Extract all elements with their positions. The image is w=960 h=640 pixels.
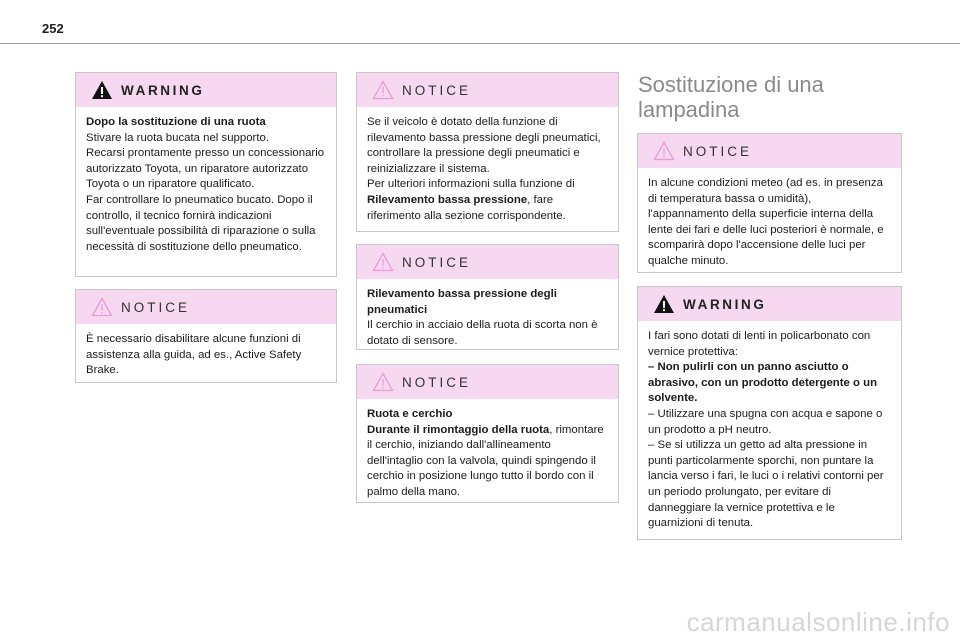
notice-text: È necessario disabilitare alcune funzioni di assistenza alla guida, ad es., Active Safety Brake. bbox=[86, 333, 302, 377]
warning-box-wheel-replacement bbox=[75, 72, 337, 277]
notice-header bbox=[638, 134, 901, 168]
notice-box-tpms bbox=[356, 72, 619, 232]
header-divider bbox=[0, 43, 960, 44]
notice-label: NOTICE bbox=[121, 300, 191, 315]
warning-label: WARNING bbox=[683, 297, 767, 312]
notice-label: NOTICE bbox=[402, 83, 472, 98]
warning-item-bold: – Non pulirli con un panno asciutto o abrasivo, con un prodotto detergente o un solvente. bbox=[648, 361, 878, 405]
warning-body bbox=[638, 321, 901, 540]
notice-label: NOTICE bbox=[402, 255, 472, 270]
notice-icon bbox=[372, 252, 394, 272]
warning-header bbox=[76, 73, 336, 107]
warning-line: Recarsi prontamente presso un concessionario autorizzato Toyota, un riparatore autorizzato Toyota o un riparatore qualificato. bbox=[86, 147, 325, 191]
notice-text: In alcune condizioni meteo (ad es. in presenza di temperatura bassa o umidità), l'appannamento della superficie interna della lente dei fari e delle luci posteriori è normale, e scomparirà dopo l'accensione delle luci per qualche minuto. bbox=[648, 177, 884, 267]
warning-label: WARNING bbox=[121, 83, 205, 98]
notice-label: NOTICE bbox=[683, 144, 753, 159]
notice-icon bbox=[653, 141, 675, 161]
notice-box-driver-assist bbox=[75, 289, 337, 383]
warning-item: – Utilizzare una spugna con acqua e sapone o un prodotto a pH neutro. bbox=[648, 407, 883, 436]
notice-icon bbox=[372, 80, 394, 100]
notice-text: Il cerchio in acciaio della ruota di scorta non è dotato di sensore. bbox=[367, 319, 598, 347]
notice-body bbox=[638, 168, 901, 278]
notice-body bbox=[357, 107, 618, 232]
notice-heading: Rilevamento bassa pressione degli pneumatici bbox=[367, 288, 557, 316]
notice-box-condensation bbox=[637, 133, 902, 273]
notice-box-wheel-rim bbox=[356, 364, 619, 503]
warning-icon bbox=[91, 80, 113, 100]
notice-box-tpms-sensor bbox=[356, 244, 619, 350]
notice-text: Durante il rimontaggio della ruota, rimontare il cerchio, iniziando dall'allineamento dell'intaglio con la valvola, quindi spingendo il cerchio in posizione lungo tutto il bordo con il palmo della mano. bbox=[367, 423, 604, 498]
notice-heading: Ruota e cerchio bbox=[367, 408, 453, 420]
warning-heading: Dopo la sostituzione di una ruota bbox=[86, 116, 266, 128]
notice-body bbox=[76, 324, 336, 387]
watermark: carmanualsonline.info bbox=[686, 607, 950, 637]
notice-header bbox=[357, 73, 618, 107]
notice-text: Se il veicolo è dotato della funzione di rilevamento bassa pressione degli pneumatici, controllare la pressione degli pneumatici e reinizializzare il sistema. bbox=[367, 116, 601, 175]
warning-body bbox=[76, 107, 336, 263]
warning-item: – Se si utilizza un getto ad alta pressione in punti particolarmente sporchi, non puntare la lancia verso i fari, le luci o i relativi contorni per un periodo prolungato, per evitare di danneggiare la vernice protettiva e le guarnizioni di tenuta. bbox=[648, 439, 884, 530]
notice-icon bbox=[372, 372, 394, 392]
notice-body bbox=[357, 399, 618, 509]
warning-line: Far controllare lo pneumatico bucato. Dopo il controllo, il tecnico fornirà indicazioni sull'eventuale possibilità di riparazione o sulla necessità di sostituzione dello pneumatico. bbox=[86, 193, 316, 253]
notice-text-reference: Per ulteriori informazioni sulla funzione di Rilevamento bassa pressione, fare riferimento alla sezione corrispondente. bbox=[367, 178, 575, 222]
notice-label: NOTICE bbox=[402, 375, 472, 390]
warning-header bbox=[638, 287, 901, 321]
warning-intro: I fari sono dotati di lenti in policarbonato con vernice protettiva: bbox=[648, 330, 871, 358]
warning-line: Stivare la ruota bucata nel supporto. bbox=[86, 131, 269, 144]
notice-body bbox=[357, 279, 618, 357]
notice-header bbox=[76, 290, 336, 324]
notice-header bbox=[357, 365, 618, 399]
section-title: Sostituzione di una lampadina bbox=[638, 72, 824, 122]
warning-icon bbox=[653, 294, 675, 314]
warning-box-headlamp-lenses bbox=[637, 286, 902, 540]
notice-header bbox=[357, 245, 618, 279]
notice-icon bbox=[91, 297, 113, 317]
page-number: 252 bbox=[42, 21, 64, 36]
